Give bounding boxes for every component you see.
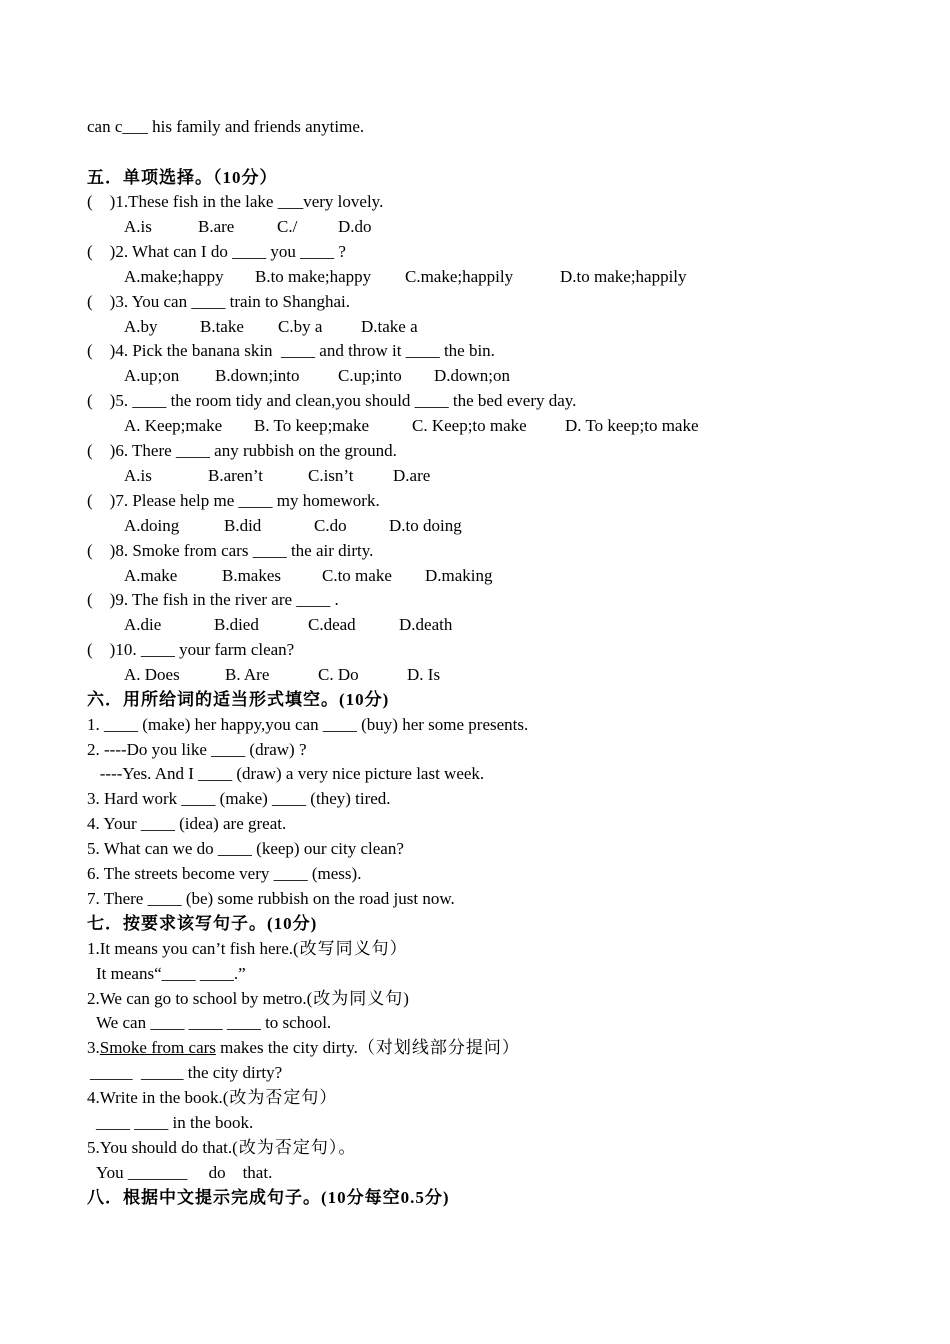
question-4-option-d: D.down;on	[434, 366, 511, 385]
section6-line-4: 3. Hard work ____ (make) ____ (they) tired.	[87, 789, 391, 808]
q4-hint: (改为否定句）	[222, 1088, 338, 1107]
question-7-option-d: D.to doing	[389, 516, 462, 535]
question-10-option-b: B. Are	[225, 665, 270, 684]
q3-text: makes the city dirty.	[215, 1038, 358, 1057]
question-stem-10: ( )10. ____ your farm clean?	[87, 640, 295, 659]
question-7-option-c: C.do	[314, 516, 347, 535]
question-9-option-a: A.die	[124, 615, 162, 634]
section7-q1	[87, 938, 408, 960]
question-1-option-a: A.is	[124, 217, 152, 236]
section7-q5	[87, 1137, 356, 1159]
question-7-option-a: A.doing	[124, 516, 180, 535]
question-8-option-a: A.make	[124, 566, 178, 585]
question-4-option-c: C.up;into	[338, 366, 402, 385]
question-1-option-d: D.do	[338, 217, 372, 236]
section6-line-3: ----Yes. And I ____ (draw) a very nice picture last week.	[87, 764, 485, 783]
section7-heading: 七．按要求该写句子。(10分)	[87, 914, 318, 933]
question-2-option-c: C.make;happily	[405, 267, 514, 286]
question-4-option-b: B.down;into	[215, 366, 300, 385]
question-stem-4: ( )4. Pick the banana skin ____ and throw it ____ the bin.	[87, 341, 495, 360]
question-8-option-c: C.to make	[322, 566, 392, 585]
q4-text: 4.Write in the book.	[87, 1088, 223, 1107]
q5-text: 5.You should do that.	[87, 1138, 233, 1157]
question-10-option-d: D. Is	[407, 665, 441, 684]
question-1-option-c: C./	[277, 217, 298, 236]
q3-hint: （对划线部分提问）	[357, 1038, 520, 1057]
question-10-option-c: C. Do	[318, 665, 359, 684]
section6-line-6: 5. What can we do ____ (keep) our city clean?	[87, 839, 404, 858]
question-6-option-d: D.are	[393, 466, 431, 485]
question-stem-3: ( )3. You can ____ train to Shanghai.	[87, 292, 351, 311]
q3-underlined: Smoke from cars	[99, 1038, 216, 1057]
question-2-option-b: B.to make;happy	[255, 267, 372, 286]
question-9-option-c: C.dead	[308, 615, 356, 634]
section7-q3	[87, 1037, 520, 1059]
section6-line-7: 6. The streets become very ____ (mess).	[87, 864, 362, 883]
section5-heading: 五．单项选择。（10分）	[87, 168, 278, 187]
question-stem-8: ( )8. Smoke from cars ____ the air dirty.	[87, 541, 374, 560]
q3-prefix: 3.	[87, 1038, 100, 1057]
section6-line-5: 4. Your ____ (idea) are great.	[87, 814, 287, 833]
section7-q4-answer: ____ ____ in the book.	[96, 1113, 254, 1132]
section8-heading: 八．根据中文提示完成句子。(10分每空0.5分)	[87, 1188, 450, 1207]
question-6-option-b: B.aren’t	[208, 466, 263, 485]
section6-line-2: 2. ----Do you like ____ (draw) ?	[87, 740, 307, 759]
question-9-option-b: B.died	[214, 615, 259, 634]
q1-text: 1.It means you can’t fish here.	[87, 939, 293, 958]
question-2-option-a: A.make;happy	[124, 267, 224, 286]
question-4-option-a: A.up;on	[124, 366, 180, 385]
question-7-option-b: B.did	[224, 516, 262, 535]
intro-line: can c___ his family and friends anytime.	[87, 117, 365, 136]
question-6-option-c: C.isn’t	[308, 466, 354, 485]
section7-q5-answer: You _______ do that.	[96, 1163, 273, 1182]
question-8-option-b: B.makes	[222, 566, 282, 585]
section7-q4	[87, 1087, 337, 1109]
question-3-option-c: C.by a	[278, 317, 323, 336]
question-1-option-b: B.are	[198, 217, 235, 236]
q2-hint: (改为同义句)	[306, 989, 410, 1008]
question-10-option-a: A. Does	[124, 665, 180, 684]
section7-q2	[87, 988, 410, 1010]
section6-line-8: 7. There ____ (be) some rubbish on the road just now.	[87, 889, 455, 908]
q1-hint: (改写同义句）	[292, 939, 408, 958]
section7-q1-answer: It means“____ ____.”	[96, 964, 246, 983]
section6-line-1: 1. ____ (make) her happy,you can ____ (buy) her some presents.	[87, 715, 529, 734]
question-5-option-a: A. Keep;make	[124, 416, 223, 435]
section7-q3-answer: _____ _____ the city dirty?	[90, 1063, 283, 1082]
question-3-option-a: A.by	[124, 317, 158, 336]
question-stem-6: ( )6. There ____ any rubbish on the ground.	[87, 441, 397, 460]
question-5-option-b: B. To keep;make	[254, 416, 370, 435]
question-3-option-b: B.take	[200, 317, 244, 336]
question-3-option-d: D.take a	[361, 317, 418, 336]
question-stem-7: ( )7. Please help me ____ my homework.	[87, 491, 380, 510]
question-5-option-c: C. Keep;to make	[412, 416, 527, 435]
section7-q2-answer: We can ____ ____ ____ to school.	[96, 1013, 332, 1032]
q5-hint: (改为否定句）。	[232, 1138, 357, 1157]
question-stem-9: ( )9. The fish in the river are ____ .	[87, 590, 339, 609]
question-8-option-d: D.making	[425, 566, 493, 585]
question-6-option-a: A.is	[124, 466, 152, 485]
q2-text: 2.We can go to school by metro.	[87, 989, 307, 1008]
section6-heading: 六．用所给词的适当形式填空。(10分)	[87, 690, 390, 709]
question-5-option-d: D. To keep;to make	[565, 416, 699, 435]
question-9-option-d: D.death	[399, 615, 453, 634]
question-stem-5: ( )5. ____ the room tidy and clean,you should ____ the bed every day.	[87, 391, 577, 410]
question-stem-1: ( )1.These fish in the lake ___very lovely.	[87, 192, 384, 211]
question-2-option-d: D.to make;happily	[560, 267, 687, 286]
question-stem-2: ( )2. What can I do ____ you ____ ?	[87, 242, 346, 261]
